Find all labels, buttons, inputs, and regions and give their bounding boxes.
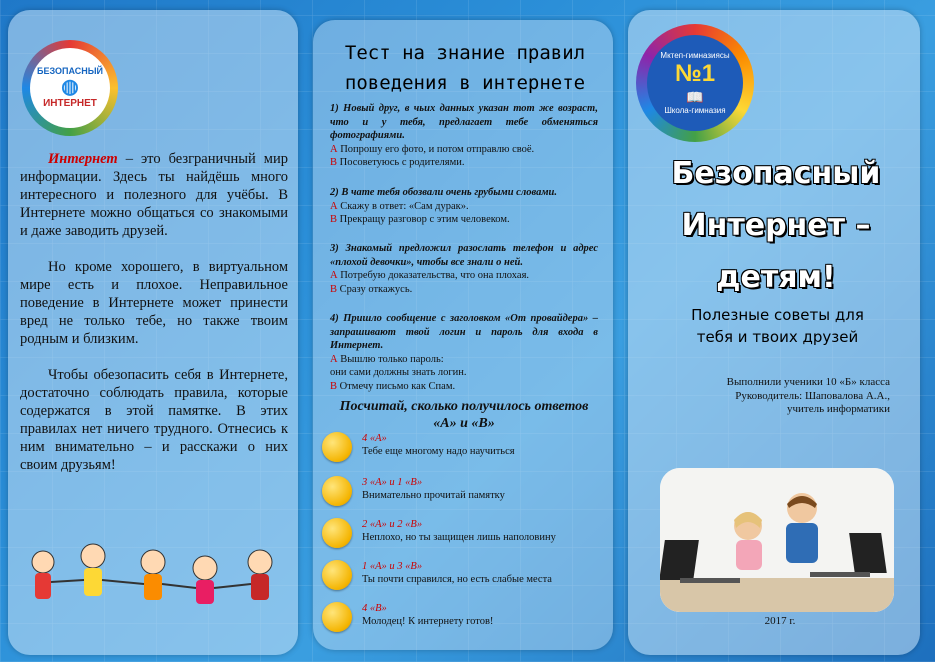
kid-figure (248, 550, 272, 600)
answer-a: А Скажу в ответ: «Сам дурак». (330, 200, 469, 212)
answer-a: А Вышлю только пароль: (330, 353, 444, 365)
answer-b: В Прекращу разговор с этим человеком. (330, 214, 510, 225)
book-icon: 📖 (686, 89, 704, 105)
question-1: 1) Новый друг, в чьих данных указан тот же возраст, что и у тебя, предлагает тебе обменяться фотографиями. А Попрошу его фото, и потом отправлю своё. В Посоветуюсь с родителями. (330, 103, 598, 168)
answer-b: В Отмечу письмо как Спам. (330, 380, 456, 392)
internet-word: Интернет (48, 151, 118, 167)
answer-a: А Попрошу его фото, и потом отправлю своё. (330, 143, 535, 155)
intro-paragraph-2: Но кроме хорошего, в виртуальном мире есть и плохое. Неправильное поведение в Интернете может принести вред не только тебе, но также твоим родным и близким. (20, 259, 288, 347)
school-number: №1 (674, 60, 716, 88)
intro-paragraph-1: Интернет – это безграничный мир информации. Здесь ты найдёшь много интересного и полезного для учёбы. В Интернете можно общаться со знакомыми и даже заводить друзей. (20, 151, 288, 239)
sad-smiley-icon (322, 432, 352, 462)
question-4: 4) Пришло сообщение с заголовком «От провайдера» – запрашивают твой логин и пароль для входа в Интернет. А Вышлю только пароль: они сами должны знать логин. В Отмечу письмо как Спам. (330, 313, 598, 392)
waving-smiley-icon (322, 560, 352, 590)
school-logo (636, 24, 754, 142)
count-title: Посчитай, сколько получилось ответов «А» и «В» (339, 399, 589, 431)
result-item: 3 «А» и 1 «В» Внимательно прочитай памятку (322, 476, 612, 512)
kid-figure (193, 556, 217, 604)
thinking-smiley-icon (322, 476, 352, 506)
authors-block: Выполнили ученики 10 «Б» класса Руководитель: Шаповалова А.А., учитель информатики (726, 376, 890, 415)
brochure-title: Безопасный Интернет – детям! (671, 156, 881, 295)
school-name-bottom: Школа-гимназия (664, 105, 726, 115)
boy-figure (786, 493, 818, 563)
brochure-subtitle: Полезные советы для тебя и твоих друзей (691, 306, 864, 346)
safe-internet-logo (22, 40, 118, 136)
result-item: 4 «В» Молодец! К интернету готов! (322, 602, 612, 638)
result-item: 1 «А» и 3 «В» Ты почти справился, но есть слабые места (322, 560, 612, 596)
happy-smiley-icon (322, 602, 352, 632)
year: 2017 г. (764, 615, 796, 627)
kids-laptops-photo (660, 468, 894, 612)
question-2: 2) В чате тебя обозвали очень грубыми словами. А Скажу в ответ: «Сам дурак». В Прекращу разговор с этим человеком. (330, 186, 598, 227)
result-item: 4 «А» Тебе еще многому надо научиться (322, 432, 612, 468)
neutral-smiley-icon (322, 518, 352, 548)
logo-text-2: ИНТЕРНЕТ (43, 98, 97, 110)
kid-figure (32, 551, 54, 599)
answer-b: В Сразу откажусь. (330, 283, 413, 295)
globe-icon: ◍ (61, 76, 79, 99)
school-name-top: Мктеп-гимназиясы (660, 50, 730, 60)
logo-text-1: БЕЗОПАСНЫЙ (36, 65, 103, 76)
answer-a-cont: они сами должны знать логин. (330, 367, 467, 378)
test-title: Тест на знание правил поведения в интернете (344, 42, 586, 94)
answer-b: В Посоветуюсь с родителями. (330, 157, 465, 168)
result-item: 2 «А» и 2 «В» Неплохо, но ты защищен лишь наполовину (322, 518, 612, 554)
kids-illustration (25, 540, 280, 620)
kid-figure (141, 550, 165, 600)
kid-figure (81, 544, 105, 596)
question-3: 3) Знакомый предложил разослать телефон и адрес «плохой девочки», чтобы все знали о ней. А Потребую доказательства, что она плохая. В Сразу откажусь. (330, 243, 598, 295)
intro-paragraph-3: Чтобы обезопасить себя в Интернете, достаточно соблюдать правила, которые содержатся в этой памятке. В этих правилах нет ничего трудного. Отнесись к ним внимательно – и расскажи о них своим друзьям! (20, 367, 288, 473)
answer-a: А Потребую доказательства, что она плохая. (330, 270, 530, 281)
intro-text (20, 150, 288, 492)
